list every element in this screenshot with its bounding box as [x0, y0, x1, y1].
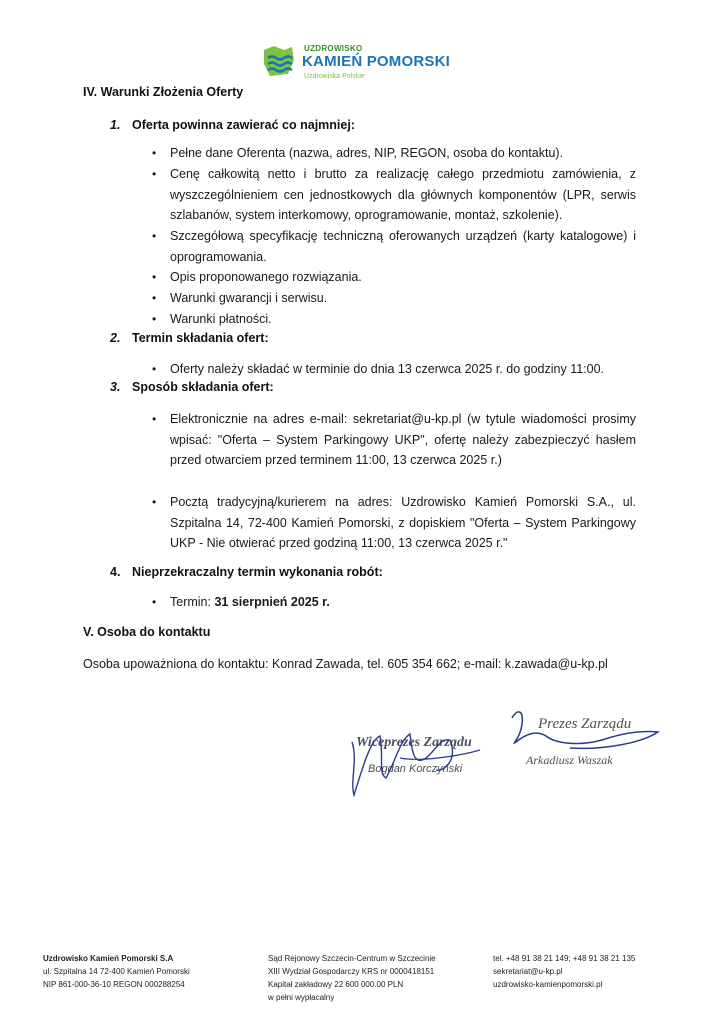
- list-item: [152, 143, 636, 164]
- list-item: [152, 309, 636, 330]
- footer-registry-line: Sąd Rejonowy Szczecin-Centrum w Szczecinie: [268, 954, 436, 963]
- bullet-text: Cenę całkowitą netto i brutto za realizację całego przedmiotu zamówienia, z wyszczególnieniem cen jednostkowych dla głównych komponentów (LPR, serwis szlabanów, system interkomowy, oprogramowanie, montaż, szkolenie).: [170, 167, 636, 222]
- footer-company-address: ul. Szpitalna 14 72-400 Kamień Pomorski: [43, 967, 190, 976]
- footer-registry-line: w pełni wypłacalny: [268, 993, 335, 1002]
- deadline-date: 31 sierpnień 2025 r.: [214, 595, 330, 609]
- numbered-heading-2: [110, 331, 269, 345]
- section-heading-iv: IV. Warunki Złożenia Oferty: [83, 85, 244, 99]
- logo-label-sub: Uzdrowiska Polskie: [304, 73, 365, 80]
- bullet-icon: •: [152, 495, 157, 509]
- footer-website-link[interactable]: uzdrowisko-kamienpomorski.pl: [493, 980, 603, 989]
- numbered-heading-4: [110, 565, 383, 579]
- list-item: [152, 288, 636, 309]
- footer-phone: tel. +48 91 38 21 149; +48 91 38 21 135: [493, 954, 636, 963]
- bullet-text: Warunki gwarancji i serwisu.: [170, 291, 328, 305]
- section-heading-v: V. Osoba do kontaktu: [83, 625, 211, 639]
- footer-company: [43, 952, 190, 991]
- bullet-text: Warunki płatności.: [170, 312, 272, 326]
- bullet-text: Termin:: [170, 595, 215, 609]
- bullet-text: Elektronicznie na adres e-mail: sekretariat@u-kp.pl (w tytule wiadomości prosimy wpisać: "Oferta – System Parkingowy UKP", ofertę należy zabezpieczyć hasłem przed otwarciem przed terminem 11:00, 13 czerwca 2025 r.): [170, 412, 636, 467]
- list-item: [152, 492, 636, 554]
- bullet-icon: •: [152, 362, 157, 376]
- item-title: Sposób składania ofert:: [132, 380, 274, 394]
- item-title: Termin składania ofert:: [132, 331, 269, 345]
- right-stamp-title: Prezes Zarządu: [538, 716, 632, 732]
- numbered-heading-3: [110, 380, 274, 394]
- numbered-heading-1: [110, 118, 355, 132]
- bullet-icon: •: [152, 167, 157, 181]
- footer-registry: [268, 952, 436, 1004]
- item-number: 4.: [110, 565, 121, 579]
- bullet-icon: •: [152, 595, 157, 609]
- logo-label-main: KAMIEŃ POMORSKI: [302, 53, 451, 70]
- footer-registry-line: Kapitał zakładowy 22 600 000.00 PLN: [268, 980, 404, 989]
- bullet-text: Oferty należy składać w terminie do dnia 13 czerwca 2025 r. do godziny 11:00.: [170, 362, 605, 376]
- bullet-text: Pocztą tradycyjną/kurierem na adres: Uzdrowisko Kamień Pomorski S.A., ul. Szpitalna 14, 72-400 Kamień Pomorski, z dopiskiem "Oferta – System Parkingowy UKP - Nie otwierać przed godziną 11:00, 13 czerwca 2025 r.": [170, 495, 636, 550]
- bullet-icon: •: [152, 229, 157, 243]
- bullet-icon: •: [152, 146, 157, 160]
- bullet-icon: •: [152, 291, 157, 305]
- item-number: 3.: [110, 380, 121, 394]
- list-item: [152, 592, 636, 613]
- bullet-icon: •: [152, 270, 157, 284]
- item-number: 2.: [110, 331, 121, 345]
- footer-registry-line: XIII Wydział Gospodarczy KRS nr 0000418151: [268, 967, 435, 976]
- item-number: 1.: [110, 118, 121, 132]
- signatures-area: [340, 700, 670, 810]
- list-item: [152, 226, 636, 267]
- footer-contact: [493, 952, 635, 991]
- right-stamp: [525, 716, 631, 767]
- footer-email-link[interactable]: sekretariat@u-kp.pl: [493, 967, 563, 976]
- logo-mark-icon: [262, 44, 296, 78]
- contact-paragraph: Osoba upoważniona do kontaktu: Konrad Zawada, tel. 605 354 662; e-mail: k.zawada@u-kp.pl: [83, 657, 608, 671]
- bullet-icon: •: [152, 312, 157, 326]
- left-stamp-name: Bogdan Korczyński: [368, 763, 463, 775]
- footer-company-name: Uzdrowisko Kamień Pomorski S.A: [43, 954, 174, 963]
- left-stamp-title: Wiceprezes Zarządu: [356, 735, 472, 750]
- bullet-text: Szczegółową specyfikację techniczną oferowanych urządzeń (karty katalogowe) i oprogramowania.: [170, 229, 636, 264]
- list-item: [152, 409, 636, 471]
- bullet-text: Opis proponowanego rozwiązania.: [170, 270, 362, 284]
- footer-company-ids: NIP 861-000-36-10 REGON 000288254: [43, 980, 185, 989]
- list-item: [152, 164, 636, 226]
- logo-label-small: UZDROWISKO: [304, 44, 363, 53]
- list-item: [152, 359, 640, 380]
- right-stamp-name: Arkadiusz Waszak: [526, 753, 613, 767]
- bullet-icon: •: [152, 412, 157, 426]
- list-item: [152, 267, 636, 288]
- item-title: Nieprzekraczalny termin wykonania robót:: [132, 565, 383, 579]
- bullet-text: Pełne dane Oferenta (nazwa, adres, NIP, REGON, osoba do kontaktu).: [170, 146, 564, 160]
- item-title: Oferta powinna zawierać co najmniej:: [132, 118, 355, 132]
